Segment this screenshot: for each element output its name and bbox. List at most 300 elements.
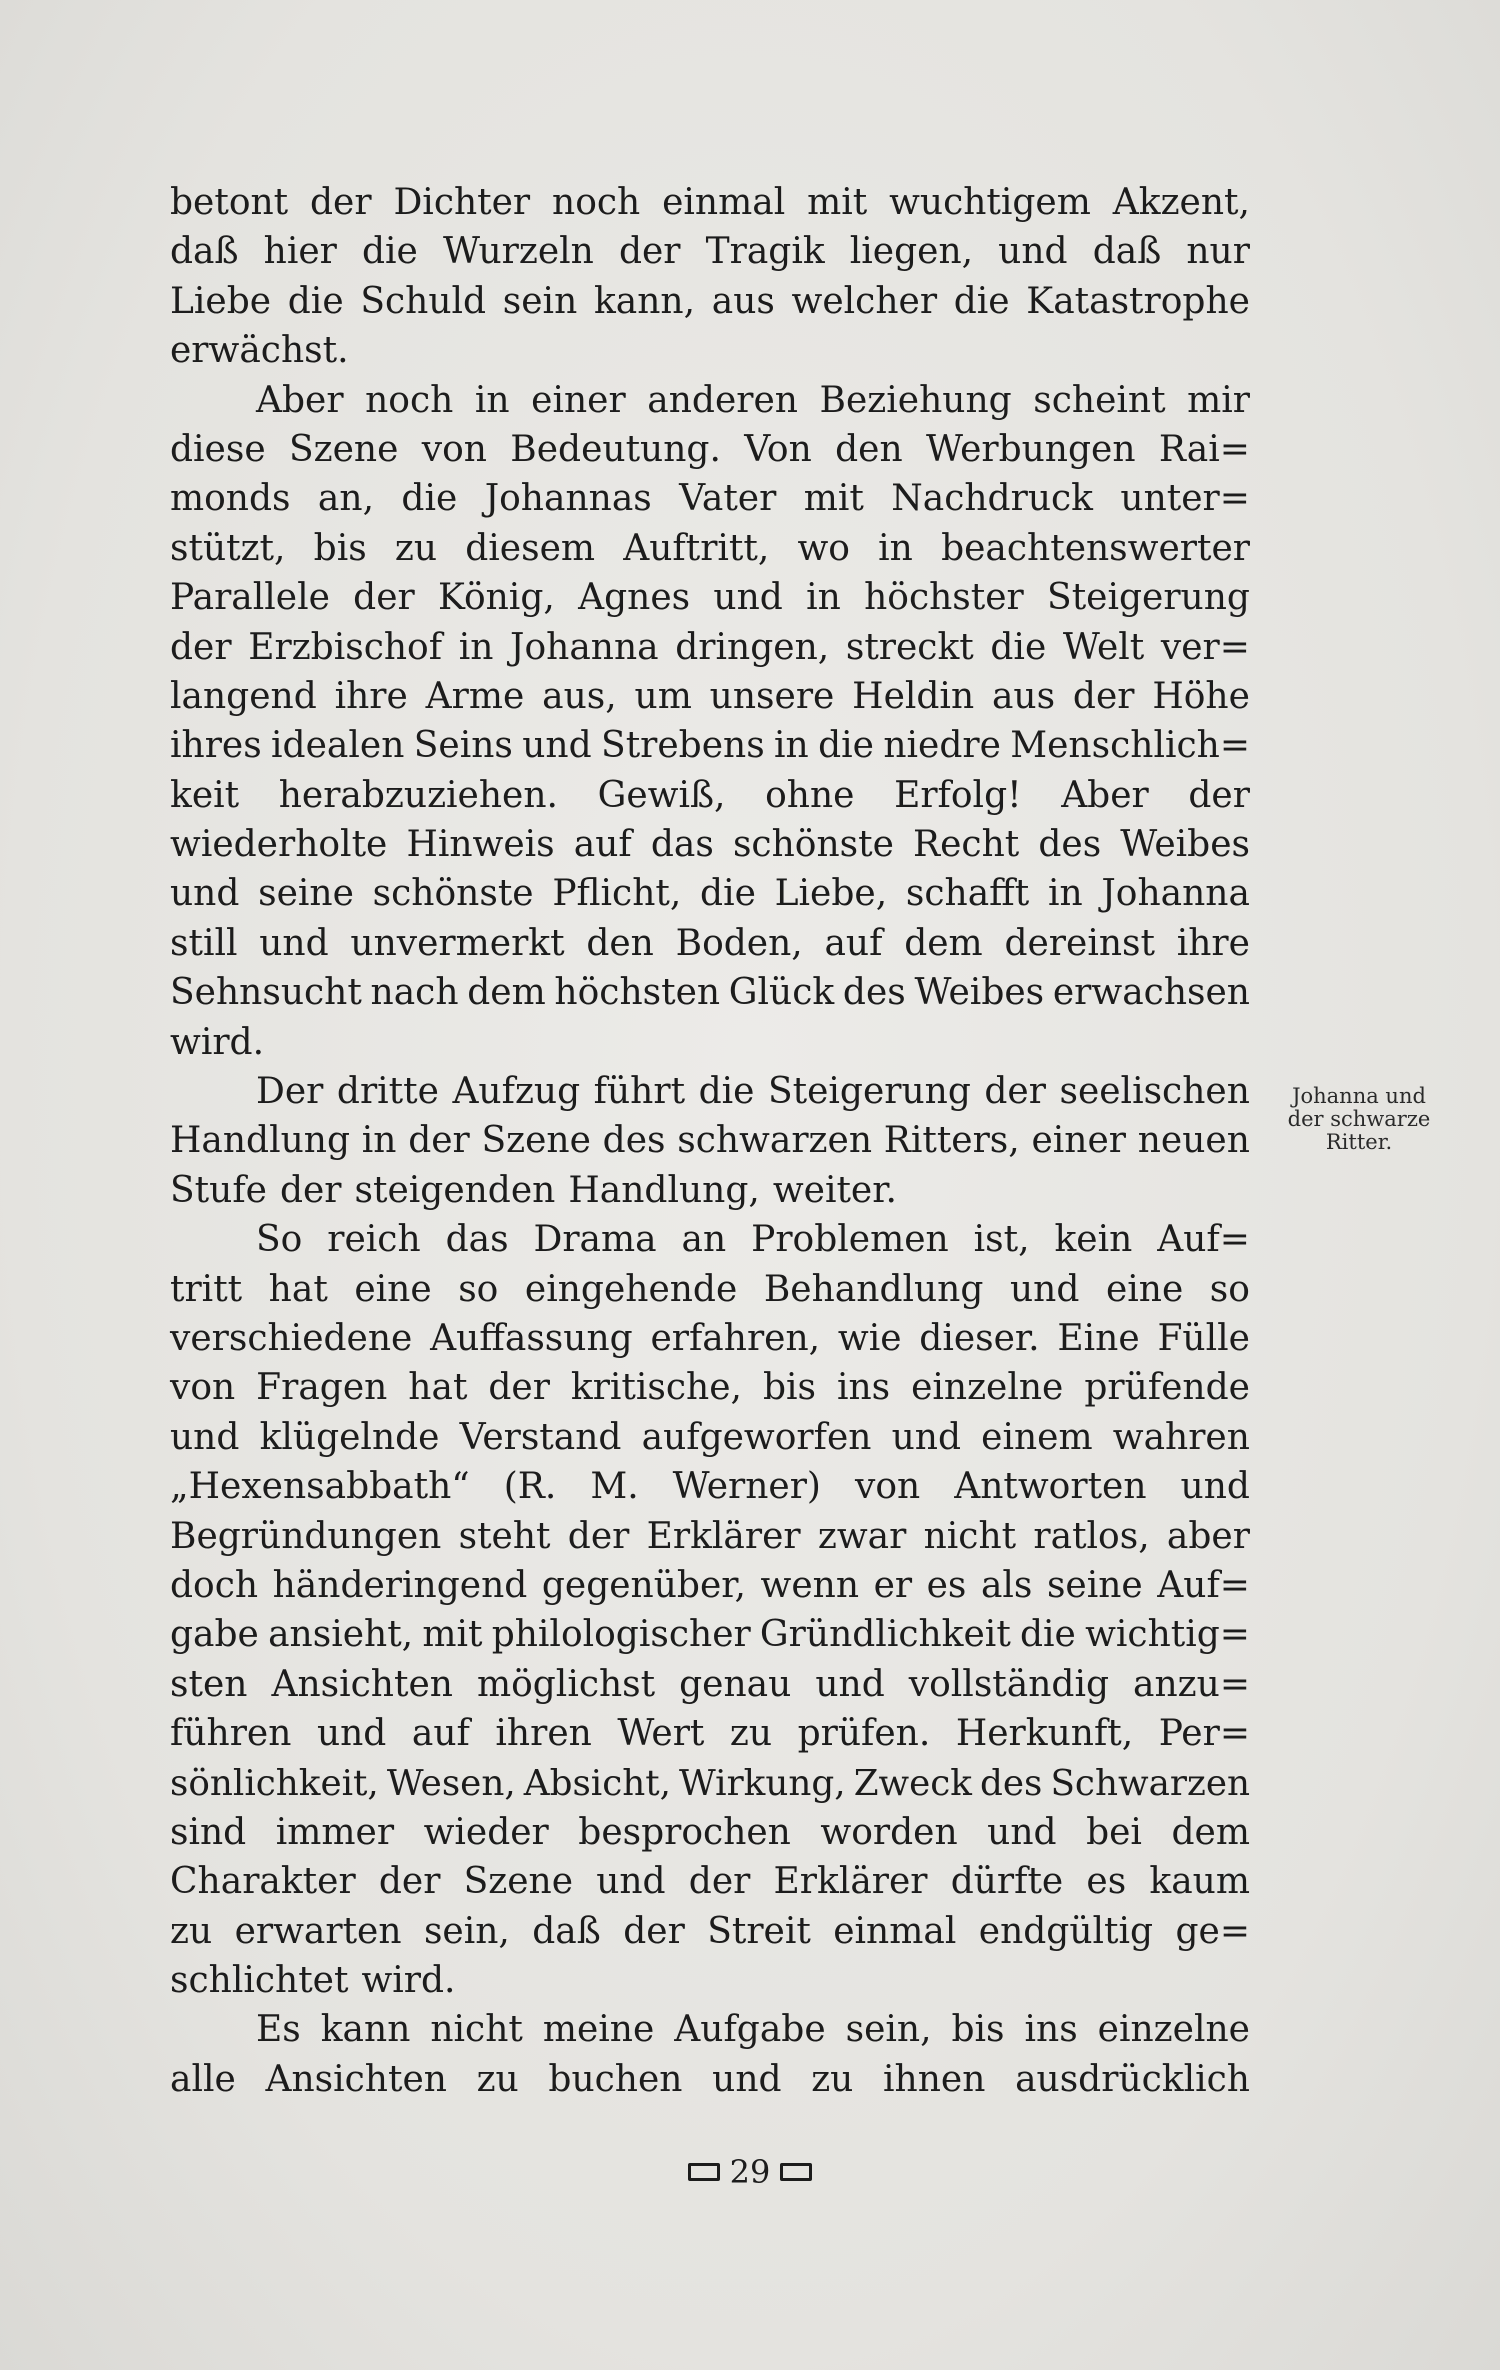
word: sein, (423, 1910, 510, 1952)
word: auf (411, 1713, 470, 1755)
word: die (361, 231, 418, 273)
word: Akzent, (1112, 182, 1250, 223)
word: klügelnde (259, 1416, 440, 1458)
text-line (170, 1610, 1250, 1659)
word: genau (679, 1663, 792, 1705)
text-line (170, 1462, 1250, 1511)
word: Seins (413, 725, 513, 767)
word: Aufzug (452, 1071, 581, 1113)
word: hat (268, 1268, 328, 1310)
word: M. (590, 1466, 639, 1508)
word: aus, (542, 675, 617, 717)
word: erfahren, (650, 1317, 821, 1359)
word: Weibes (1120, 824, 1250, 866)
word: die (953, 280, 1010, 322)
word: die (818, 725, 874, 767)
word: neuen (1137, 1120, 1250, 1162)
word: anderen (647, 379, 798, 421)
word: und (712, 2058, 782, 2100)
word: der (353, 577, 415, 619)
word: und (891, 1416, 962, 1458)
word: nur (1186, 231, 1250, 273)
word: und (815, 1663, 885, 1705)
word: Höhe (1152, 675, 1250, 717)
word: idealen (271, 725, 405, 767)
word: Hinweis (406, 824, 555, 866)
word: dem (904, 922, 983, 964)
word: Erzbischof (248, 626, 443, 668)
word: Tragik (705, 231, 825, 273)
word: Rai= (1158, 428, 1250, 470)
word: ratlos, (1033, 1515, 1150, 1557)
word: Nachdruck (891, 478, 1093, 520)
word: nach (370, 972, 459, 1014)
text-line (170, 376, 1250, 425)
word: Antworten (954, 1466, 1147, 1508)
word: dem (467, 972, 546, 1014)
text-line (170, 1907, 1250, 1956)
word: noch (365, 379, 454, 421)
word: führt (593, 1071, 686, 1113)
word: Agnes (578, 577, 691, 619)
word: sein (502, 280, 578, 322)
text-line (170, 1709, 1250, 1758)
word: die (287, 280, 344, 322)
word: Aufgabe (674, 2009, 826, 2051)
text-line (170, 1808, 1250, 1857)
word: ihre (334, 675, 408, 717)
text-line (170, 623, 1250, 672)
word: Erklärer (646, 1515, 801, 1557)
word: monds (170, 478, 291, 520)
word: zu (170, 1910, 213, 1952)
word: in (878, 527, 913, 569)
word: Von (744, 428, 812, 470)
word: diesem (465, 527, 596, 569)
word: Parallele (170, 577, 330, 619)
text-line (170, 1116, 1250, 1165)
word: prüfende (1084, 1367, 1250, 1409)
word: ihre (1176, 922, 1250, 964)
word: Handlung (170, 1120, 351, 1162)
word: es (926, 1564, 967, 1606)
word: sein, (845, 2009, 932, 2051)
word: einmal (662, 182, 786, 223)
text-line (170, 2005, 1250, 2054)
text-line (170, 1018, 1250, 1067)
word: einer (1031, 1120, 1126, 1162)
word: Stufe (170, 1169, 267, 1211)
text-line (170, 1067, 1250, 1116)
word: der (279, 1169, 342, 1211)
word: der (378, 1861, 441, 1903)
word: gegenüber, (541, 1564, 746, 1606)
ornament-box-icon (780, 2163, 812, 2181)
word: Auf= (1157, 1219, 1250, 1261)
word: dem (1171, 1811, 1250, 1853)
word: und (522, 725, 592, 767)
word: Wurzeln (442, 231, 594, 273)
word: Boden, (675, 922, 803, 964)
word: wieder (423, 1811, 549, 1853)
text-line (170, 1363, 1250, 1412)
word: Handlung, (568, 1169, 760, 1211)
word: mir (1187, 379, 1250, 421)
word: wie (837, 1317, 902, 1359)
word: prüfen. (797, 1713, 931, 1755)
word: kaum (1149, 1861, 1250, 1903)
word: seelischen (1059, 1071, 1250, 1113)
text-line (170, 1265, 1250, 1314)
word: philologischer (491, 1614, 751, 1656)
word: so (458, 1268, 499, 1310)
word: aus (711, 280, 775, 322)
word: gabe (170, 1614, 259, 1656)
word: Verstand (459, 1416, 622, 1458)
word: höchsten (554, 972, 721, 1014)
word: Problemen (751, 1219, 949, 1261)
word: und (316, 1713, 387, 1755)
word: ge= (1175, 1910, 1250, 1952)
word: wiederholte (170, 824, 388, 866)
word: alle (170, 2058, 236, 2100)
word: Weibes (914, 972, 1045, 1014)
word: Fragen (256, 1367, 388, 1409)
text-line (170, 1314, 1250, 1363)
word: der (623, 1910, 685, 1952)
word: ver= (1160, 626, 1250, 668)
word: reich (327, 1219, 421, 1261)
word: Fülle (1157, 1317, 1250, 1359)
word: noch (552, 182, 641, 223)
word: die (990, 626, 1047, 668)
word: steht (458, 1515, 551, 1557)
word: meine (542, 2009, 655, 2051)
word: in (774, 725, 809, 767)
word: tritt (170, 1268, 243, 1310)
word: Szene (288, 428, 399, 470)
word: Liebe (170, 280, 272, 322)
word: und (987, 1811, 1057, 1853)
text-line (170, 820, 1250, 869)
word: Streit (707, 1910, 811, 1952)
word: welcher (791, 280, 938, 322)
word: aufgeworfen (641, 1416, 872, 1458)
word: der (984, 1071, 1046, 1113)
word: eine (354, 1268, 432, 1310)
word: und (170, 873, 240, 915)
word: des (602, 1120, 666, 1162)
word: seine (258, 873, 354, 915)
word: ansieht, (268, 1614, 414, 1656)
word: dringen, (675, 626, 830, 668)
word: die (698, 1071, 755, 1113)
text-line (170, 524, 1250, 573)
word: wahren (1112, 1416, 1250, 1458)
text-line (170, 425, 1250, 474)
text-line (170, 326, 1250, 375)
word: ins (1024, 2009, 1078, 2051)
word: Pflicht, (552, 873, 682, 915)
text-line (170, 1759, 1250, 1808)
word: in (1047, 873, 1083, 915)
text-line (170, 721, 1250, 770)
word: bis (951, 2009, 1005, 2051)
word: beachtenswerter (941, 527, 1250, 569)
page-number (0, 2153, 1500, 2191)
word: der (618, 231, 681, 273)
text-line (170, 1166, 1250, 1215)
word: Schwarzen (1050, 1762, 1250, 1804)
word: als (980, 1564, 1033, 1606)
word: langend (170, 675, 317, 717)
word: wird. (170, 1021, 265, 1063)
word: von (421, 428, 487, 470)
word: einzelne (911, 1367, 1064, 1409)
word: und (713, 577, 783, 619)
margin-note-line: Ritter. (1325, 1130, 1393, 1154)
word: Aber (256, 379, 344, 421)
word: Dichter (393, 182, 531, 223)
word: Sehnsucht (170, 972, 362, 1014)
word: König, (438, 577, 555, 619)
word: zu (811, 2058, 854, 2100)
word: Erklärer (773, 1861, 928, 1903)
margin-note-line: Johanna und (1292, 1084, 1426, 1108)
word: Recht (913, 824, 1020, 866)
word: Werbungen (926, 428, 1136, 470)
word: und (596, 1861, 666, 1903)
word: Szene (481, 1120, 591, 1162)
word: Begründungen (170, 1515, 442, 1557)
word: schafft (905, 873, 1030, 915)
word: ohne (765, 774, 855, 816)
word: Steigerung (1047, 577, 1250, 619)
word: Auffassung (430, 1317, 633, 1359)
word: (R. (503, 1466, 557, 1508)
word: und (1009, 1268, 1080, 1310)
word: und (170, 1416, 240, 1458)
word: hat (408, 1367, 468, 1409)
word: möglichst (476, 1663, 656, 1705)
margin-note (1270, 1085, 1448, 1154)
word: bis (762, 1367, 816, 1409)
word: Es (256, 2009, 301, 2051)
word: scheint (1033, 379, 1166, 421)
word: Zweck (853, 1762, 972, 1804)
word: die (1020, 1614, 1076, 1656)
word: Herkunft, (955, 1713, 1134, 1755)
word: das (650, 824, 714, 866)
word: Johanna (510, 626, 659, 668)
word: Welt (1062, 626, 1145, 668)
word: die (700, 873, 756, 915)
word: Wert (617, 1713, 705, 1755)
word: daß (1092, 231, 1162, 273)
text-line (170, 1660, 1250, 1709)
word: seine (1046, 1564, 1143, 1606)
word: Schuld (360, 280, 487, 322)
word: auf (573, 824, 632, 866)
word: verschiedene (170, 1317, 413, 1359)
word: wichtig= (1085, 1614, 1250, 1656)
word: kritische, (570, 1367, 742, 1409)
word: schwarzen (677, 1120, 872, 1162)
word: Katastrophe (1026, 280, 1250, 322)
word: in (806, 577, 841, 619)
word: Auf= (1157, 1564, 1250, 1606)
word: höchster (864, 577, 1024, 619)
word: Vater (679, 478, 777, 520)
word: eine (1105, 1268, 1184, 1310)
word: buchen (548, 2058, 683, 2100)
word: händeringend (272, 1564, 528, 1606)
word: zu (729, 1713, 773, 1755)
word: und (259, 922, 329, 964)
word: aus (991, 675, 1056, 717)
word: Per= (1158, 1713, 1250, 1755)
word: erwarten (234, 1910, 402, 1952)
word: still (170, 922, 238, 964)
word: schönste (732, 824, 894, 866)
word: anzu= (1133, 1663, 1250, 1705)
body-text (170, 178, 1250, 2104)
word: Strebens (601, 725, 765, 767)
word: den (835, 428, 903, 470)
text-line (170, 1857, 1250, 1906)
word: des (842, 972, 906, 1014)
word: den (586, 922, 654, 964)
text-line (170, 869, 1250, 918)
word: wo (797, 527, 850, 569)
word: Erfolg! (894, 774, 1022, 816)
word: kann (320, 2009, 411, 2051)
word: Charakter (170, 1861, 356, 1903)
word: Szene (463, 1861, 574, 1903)
word: Auftritt, (623, 527, 770, 569)
word: stützt, (170, 527, 286, 569)
word: erwächst. (170, 330, 349, 372)
word: liegen, (849, 231, 974, 273)
word: des (980, 1762, 1043, 1804)
word: unsere (709, 675, 835, 717)
word: zwar (817, 1515, 907, 1557)
word: Liebe, (774, 873, 888, 915)
word: hier (263, 231, 337, 273)
text-line (170, 672, 1250, 721)
word: Drama (533, 1219, 657, 1261)
word: endgültig (978, 1910, 1154, 1952)
word: Arme (425, 675, 525, 717)
text-line (170, 474, 1250, 523)
word: Steigerung (767, 1071, 971, 1113)
word: Gründlichkeit (759, 1614, 1011, 1656)
word: Beziehung (819, 379, 1012, 421)
word: um (634, 675, 692, 717)
word: diese (170, 428, 266, 470)
word: dereinst (1004, 922, 1155, 964)
word: sönlichkeit, (170, 1762, 379, 1804)
word: erwachsen (1052, 972, 1250, 1014)
word: doch (170, 1564, 259, 1606)
word: dürfte (950, 1861, 1064, 1903)
word: der (408, 1120, 470, 1162)
word: eingehende (524, 1268, 738, 1310)
word: ihres (170, 725, 262, 767)
word: Ansichten (265, 2058, 447, 2100)
word: der (310, 182, 372, 223)
word: mit (803, 478, 864, 520)
word: Eine (1057, 1317, 1140, 1359)
word: des (1038, 824, 1102, 866)
word: kann, (593, 280, 696, 322)
word: Heldin (852, 675, 975, 717)
word: der (688, 1861, 751, 1903)
word: auf (824, 922, 883, 964)
word: steigenden (354, 1169, 556, 1211)
word: So (256, 1219, 303, 1261)
text-line (170, 1512, 1250, 1561)
word: mit (807, 182, 868, 223)
text-line (170, 573, 1250, 622)
text-line (170, 919, 1250, 968)
word: wuchtigem (889, 182, 1091, 223)
word: mit (422, 1614, 483, 1656)
text-line (170, 227, 1250, 276)
word: der (1072, 675, 1135, 717)
page-number-value: 29 (729, 2153, 771, 2191)
word: keit (170, 774, 240, 816)
text-line (170, 1413, 1250, 1462)
word: von (170, 1367, 236, 1409)
word: worden (820, 1811, 958, 1853)
word: führen (170, 1713, 292, 1755)
word: wird. (361, 1960, 456, 2002)
word: Johanna (1101, 873, 1250, 915)
word: aber (1166, 1515, 1250, 1557)
text-line (170, 2055, 1250, 2104)
word: zu (394, 527, 438, 569)
word: der (170, 626, 232, 668)
word: zu (476, 2058, 519, 2100)
text-line (170, 968, 1250, 1017)
word: so (1209, 1268, 1250, 1310)
text-line (170, 178, 1250, 227)
word: es (1086, 1861, 1127, 1903)
word: Gewiß, (597, 774, 726, 816)
word: ausdrücklich (1015, 2058, 1250, 2100)
word: Johannas (484, 478, 652, 520)
margin-note-line: der schwarze (1287, 1107, 1431, 1131)
word: Wesen, (386, 1762, 516, 1804)
word: daß (170, 231, 239, 273)
word: niedre (883, 725, 1001, 767)
word: Absicht, (523, 1762, 672, 1804)
word: einer (531, 379, 626, 421)
word: einmal (833, 1910, 957, 1952)
word: und (998, 231, 1068, 273)
word: ihren (495, 1713, 592, 1755)
word: bis (313, 527, 367, 569)
word: die (401, 478, 458, 520)
word: einem (981, 1416, 1093, 1458)
word: an, (317, 478, 375, 520)
word: schlichtet (170, 1960, 349, 2002)
word: der (488, 1367, 550, 1409)
word: bei (1086, 1811, 1142, 1853)
word: ins (836, 1367, 891, 1409)
word: Werner) (672, 1466, 821, 1508)
